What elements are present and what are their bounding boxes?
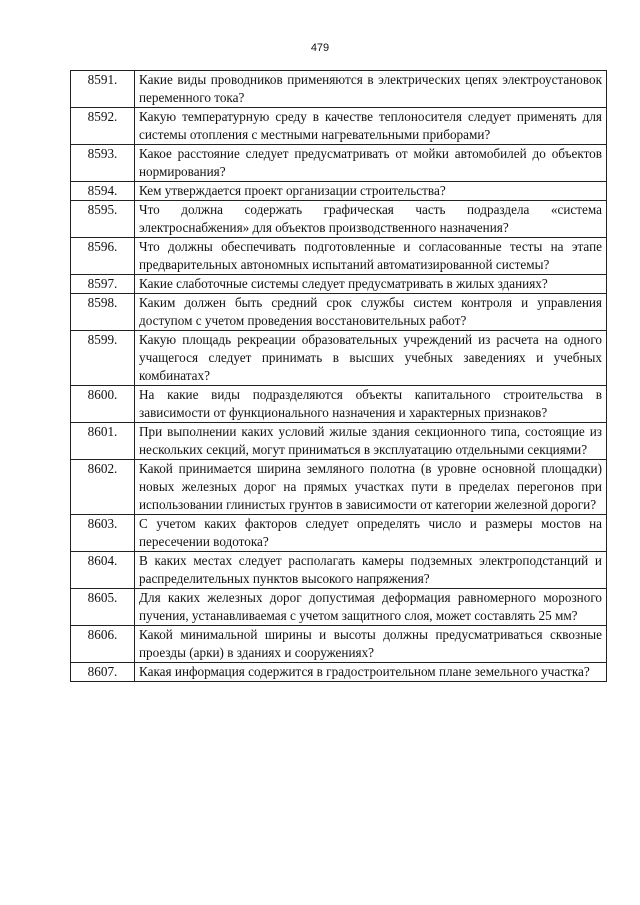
question-text: Для каких железных дорог допустимая деформация равномерного морозного пучения, устанавливаемая с учетом защитного слоя, может составлять 25 мм?: [135, 589, 607, 626]
table-row: [71, 331, 607, 386]
table-row: [71, 386, 607, 423]
table-row: [71, 294, 607, 331]
question-text: При выполнении каких условий жилые здания секционного типа, состоящие из нескольких секций, могут приниматься в эксплуатацию отдельными секциями?: [135, 423, 607, 460]
question-number: 8604.: [71, 552, 135, 589]
question-number: 8605.: [71, 589, 135, 626]
question-text: Что должны обеспечивать подготовленные и согласованные тесты на этапе предварительных автономных испытаний автоматизированной системы?: [135, 238, 607, 275]
table-row: [71, 182, 607, 201]
table-row: [71, 460, 607, 515]
table-row: [71, 552, 607, 589]
table-row: [71, 663, 607, 682]
question-number: 8607.: [71, 663, 135, 682]
table-row: [71, 589, 607, 626]
question-text: С учетом каких факторов следует определять число и размеры мостов на пересечении водотока?: [135, 515, 607, 552]
questions-table-body: [71, 71, 607, 682]
question-text: Какой минимальной ширины и высоты должны предусматриваться сквозные проезды (арки) в зданиях и сооружениях?: [135, 626, 607, 663]
question-text: Что должна содержать графическая часть подраздела «система электроснабжения» для объектов производственного назначения?: [135, 201, 607, 238]
table-row: [71, 238, 607, 275]
question-text: Какую площадь рекреации образовательных учреждений из расчета на одного учащегося следует принимать в высших учебных заведениях и учебных комбинатах?: [135, 331, 607, 386]
question-number: 8595.: [71, 201, 135, 238]
question-number: 8599.: [71, 331, 135, 386]
question-number: 8598.: [71, 294, 135, 331]
question-number: 8594.: [71, 182, 135, 201]
question-number: 8592.: [71, 108, 135, 145]
question-number: 8602.: [71, 460, 135, 515]
question-number: 8606.: [71, 626, 135, 663]
question-text: Кем утверждается проект организации строительства?: [135, 182, 607, 201]
table-row: [71, 145, 607, 182]
question-text: Какие виды проводников применяются в электрических цепях электроустановок переменного тока?: [135, 71, 607, 108]
question-number: 8601.: [71, 423, 135, 460]
question-text: Какая информация содержится в градостроительном плане земельного участка?: [135, 663, 607, 682]
table-row: [71, 626, 607, 663]
table-row: [71, 71, 607, 108]
table-row: [71, 108, 607, 145]
table-row: [71, 275, 607, 294]
question-number: 8603.: [71, 515, 135, 552]
question-text: Какую температурную среду в качестве теплоносителя следует применять для системы отопления с местными нагревательными приборами?: [135, 108, 607, 145]
question-text: Какое расстояние следует предусматривать от мойки автомобилей до объектов нормирования?: [135, 145, 607, 182]
questions-table: [70, 70, 607, 682]
question-text: Какой принимается ширина земляного полотна (в уровне основной площадки) новых железных дорог на прямых участках пути в пределах перегонов при использовании глинистых грунтов в зависимости от категории железной дороги?: [135, 460, 607, 515]
question-text: Какие слаботочные системы следует предусматривать в жилых зданиях?: [135, 275, 607, 294]
question-number: 8600.: [71, 386, 135, 423]
table-row: [71, 423, 607, 460]
question-number: 8591.: [71, 71, 135, 108]
question-number: 8596.: [71, 238, 135, 275]
table-row: [71, 201, 607, 238]
question-text: Каким должен быть средний срок службы систем контроля и управления доступом с учетом проведения восстановительных работ?: [135, 294, 607, 331]
page-number: 479: [310, 42, 330, 54]
table-row: [71, 515, 607, 552]
question-number: 8593.: [71, 145, 135, 182]
question-text: На какие виды подразделяются объекты капитального строительства в зависимости от функционального назначения и характерных признаков?: [135, 386, 607, 423]
question-number: 8597.: [71, 275, 135, 294]
question-text: В каких местах следует располагать камеры подземных электроподстанций и распределительных пунктов высокого напряжения?: [135, 552, 607, 589]
